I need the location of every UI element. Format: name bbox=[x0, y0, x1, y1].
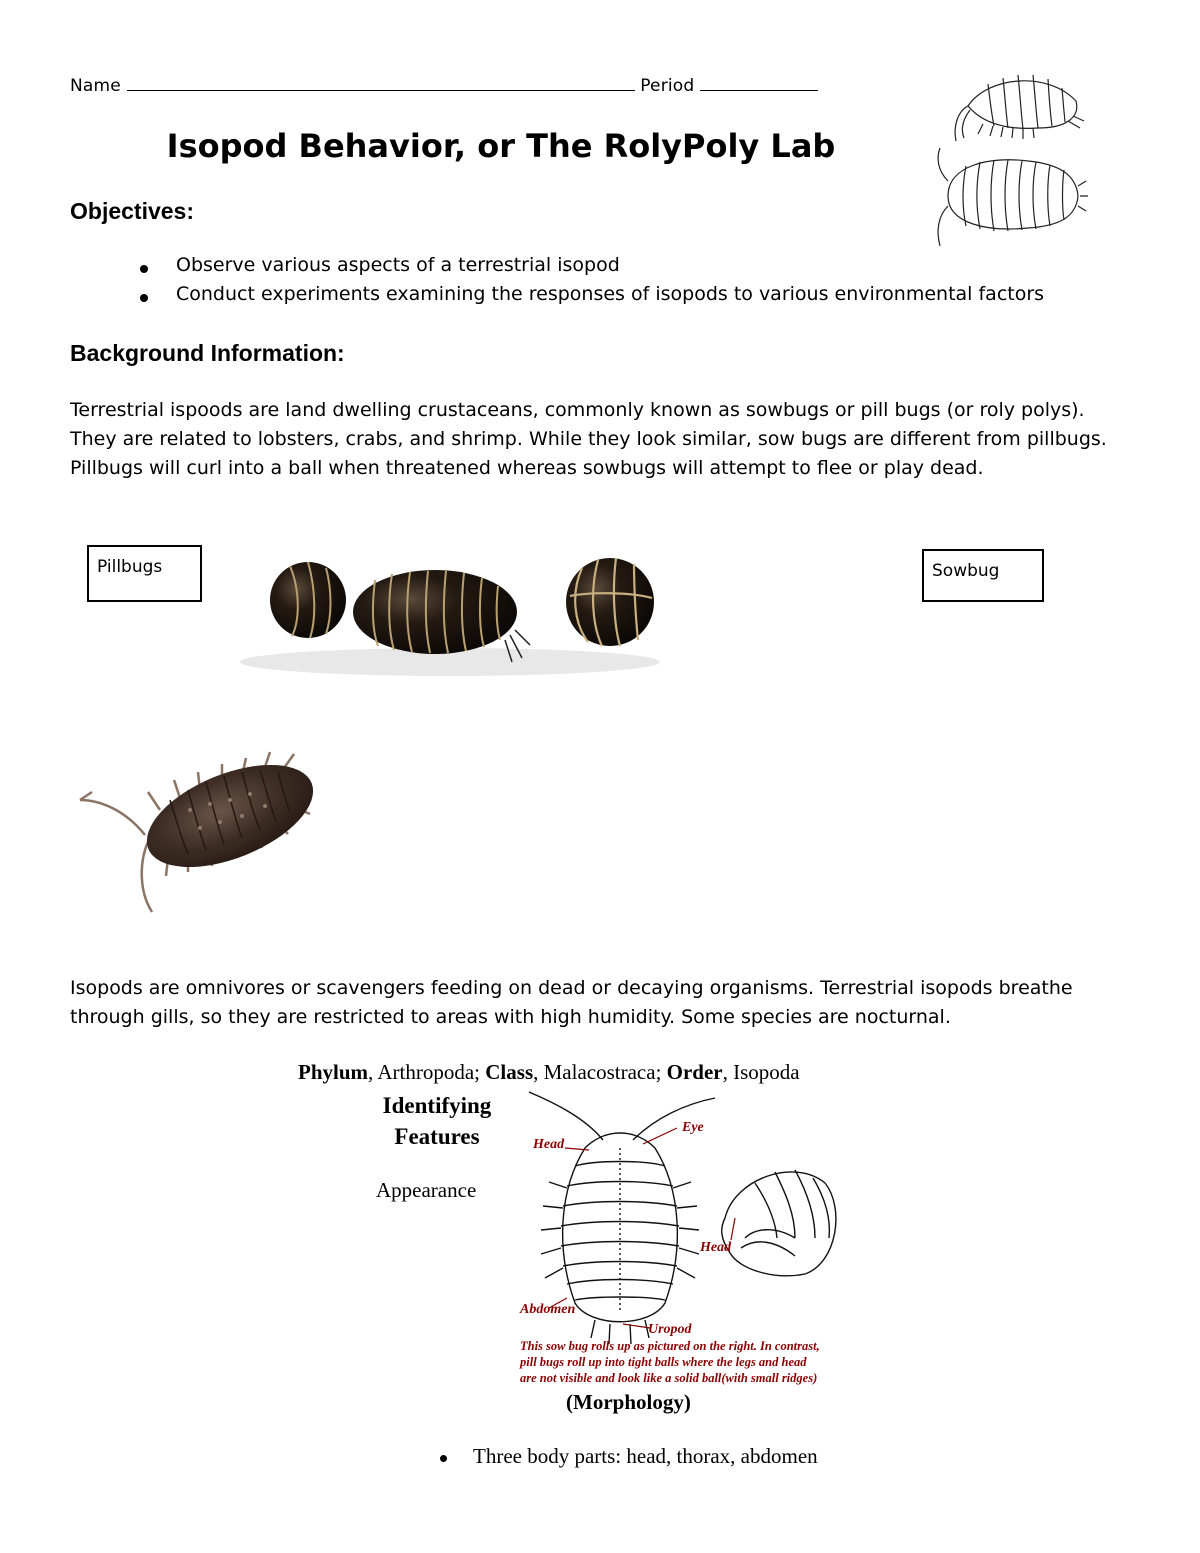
objectives-heading: Objectives: bbox=[70, 198, 194, 224]
label-eye: Eye bbox=[682, 1120, 704, 1135]
label-head-side: Head bbox=[700, 1240, 732, 1255]
name-label: Name bbox=[70, 76, 121, 96]
appearance-label: Appearance bbox=[376, 1178, 477, 1202]
period-label: Period bbox=[640, 76, 695, 96]
name-period-line bbox=[70, 76, 818, 96]
sowbug-photo bbox=[70, 730, 320, 920]
heading-line: Features bbox=[394, 1124, 480, 1149]
bullet-icon bbox=[140, 265, 148, 273]
class-label: Class bbox=[485, 1060, 534, 1084]
paragraph-line: They are related to lobsters, crabs, and shrimp. While they look similar, sow bugs are different from pillbugs. bbox=[70, 428, 1107, 450]
background-paragraph bbox=[70, 396, 1150, 483]
pillbugs-photo bbox=[230, 550, 670, 680]
bullet-icon bbox=[140, 294, 148, 302]
class-value: Malacostraca bbox=[543, 1060, 656, 1084]
heading-line: Identifying bbox=[382, 1093, 492, 1118]
label-uropod: Uropod bbox=[648, 1322, 692, 1337]
pillbugs-label-box: Pillbugs bbox=[87, 545, 202, 602]
bullet-icon bbox=[440, 1455, 447, 1462]
order-value: Isopoda bbox=[733, 1060, 800, 1084]
list-item bbox=[140, 254, 1044, 283]
objective-text: Observe various aspects of a terrestrial isopod bbox=[176, 254, 620, 276]
phylum-label: Phylum bbox=[298, 1060, 369, 1084]
list-item bbox=[140, 283, 1044, 312]
caption-line: are not visible and look like a solid ball(with small ridges) bbox=[520, 1371, 818, 1385]
label-abdomen: Abdomen bbox=[520, 1302, 576, 1317]
diagram-caption bbox=[520, 1338, 820, 1386]
page-title: Isopod Behavior, or The RolyPoly Lab bbox=[166, 127, 836, 165]
phylum-value: Arthropoda bbox=[377, 1060, 475, 1084]
objectives-list bbox=[140, 254, 1044, 312]
caption-line: pill bugs roll up into tight balls where the legs and head bbox=[520, 1355, 807, 1369]
sowbug-label-box: Sowbug bbox=[922, 549, 1044, 602]
body-parts-text: Three body parts: head, thorax, abdomen bbox=[473, 1444, 818, 1468]
paragraph-line: through gills, so they are restricted to areas with high humidity. Some species are nocturnal. bbox=[70, 1006, 951, 1028]
label-head: Head bbox=[533, 1137, 565, 1152]
caption-line: This sow bug rolls up as pictured on the right. In contrast, bbox=[520, 1339, 820, 1353]
paragraph-line: Isopods are omnivores or scavengers feeding on dead or decaying organisms. Terrestrial isopods breathe bbox=[70, 977, 1073, 999]
morphology-caption: (Morphology) bbox=[566, 1390, 691, 1414]
objective-text: Conduct experiments examining the responses of isopods to various environmental factors bbox=[176, 283, 1045, 305]
paragraph-line: Pillbugs will curl into a ball when threatened whereas sowbugs will attempt to flee or play dead. bbox=[70, 457, 984, 479]
paragraph-line: Terrestrial ispoods are land dwelling crustaceans, commonly known as sowbugs or pill bugs (or roly polys). bbox=[70, 399, 1085, 421]
list-item bbox=[440, 1444, 818, 1469]
name-blank[interactable] bbox=[127, 76, 635, 91]
taxonomy-line: Phylum, Arthropoda; Class, Malacostraca; Order, Isopoda bbox=[298, 1060, 800, 1084]
identifying-features-heading bbox=[362, 1090, 512, 1152]
order-label: Order bbox=[666, 1060, 723, 1084]
diet-paragraph bbox=[70, 974, 1150, 1032]
period-blank[interactable] bbox=[700, 76, 818, 91]
background-heading: Background Information: bbox=[70, 340, 345, 366]
